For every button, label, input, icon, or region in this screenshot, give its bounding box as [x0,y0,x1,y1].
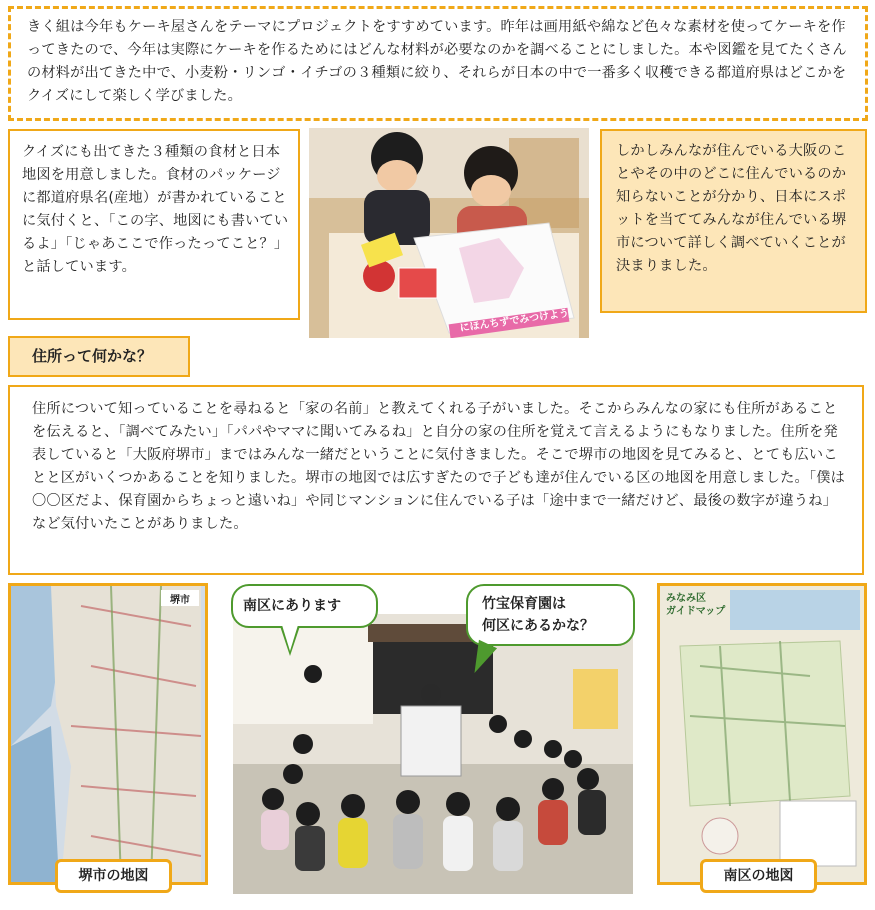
intro-paragraph: きく組は今年もケーキ屋さんをテーマにプロジェクトをすすめています。昨年は画用紙や綿など色々な素材を使ってケーキを作ってきたので、今年は実際にケーキを作るためにはどんな材料が必要なのかを調べることにしました。本や図鑑を見てたくさんの材料が出てきた中で、小麦粉・リンゴ・イチゴの３種類に絞り、それらが日本の中で一番多く収穫できる都道府県はどこかをクイズにして楽しく学びました。 [8,6,868,121]
minami-map-illustration [660,586,864,882]
speech-bubble-left: 南区にあります [231,584,378,628]
speech-bubble-right-line2: 何区にあるかな？ [482,618,594,634]
speech-bubble-right-line1: 竹宝保育園は [482,596,566,612]
minami-map-title [666,592,725,618]
map-title-sign: にほんちずでみつけよう [459,308,570,335]
osaka-sakai-card: しかしみんなが住んでいる大阪のことやその中のどこに住んでいるのか知らないことが分かり、日本にスポットを当ててみんなが住んでいる堺市について詳しく調べていくことが決まりました。 [600,129,867,313]
minami-map-title-line1: みなみ区 [666,593,706,604]
minami-map-title-line2: ガイドマップ [666,606,726,617]
children-circle-illustration [233,614,633,894]
speech-bubble-left-tail-fill [282,625,298,651]
sakai-map-caption: 堺市の地図 [55,859,172,893]
sakai-map-label: 堺市 [170,595,190,606]
food-map-card: クイズにも出てきた３種類の食材と日本地図を用意しました。食材のパッケージに都道府県名(産地）が書かれていることに気付くと、「この字、地図にも書いているよ」「じゃあここで作ったってこと？」と話しています。 [8,129,300,320]
photo-kids-with-map [309,128,589,338]
photo-children-circle [233,614,633,894]
address-paragraph: 住所について知っていることを尋ねると「家の名前」と教えてくれる子がいました。そこからみんなの家にも住所があることを伝えると、「調べてみたい」「パパやママに聞いてみるね」と自分の家の住所を覚えて言えるようにもなりました。住所を発表していると「大阪府堺市」まではみんな一緒だということに気付きました。そこで堺市の地図を見てみると、とても広いことと区がいくつかあることを知りました。堺市の地図では広すぎたので子ども達が住んでいる区の地図を用意しました。「僕は〇〇区だよ、保育園からちょっと遠いね」や同じマンションに住んでいる子は「途中まで一緒だけど、最後の数字が違うね」など気付いたことがありました。 [8,385,864,575]
photo-minami-map [657,583,867,885]
section-title: 住所って何かな？ [8,336,190,377]
speech-bubble-right [466,584,635,646]
minami-map-caption: 南区の地図 [700,859,817,893]
sakai-map-illustration [11,586,205,882]
photo-sakai-map [8,583,208,885]
